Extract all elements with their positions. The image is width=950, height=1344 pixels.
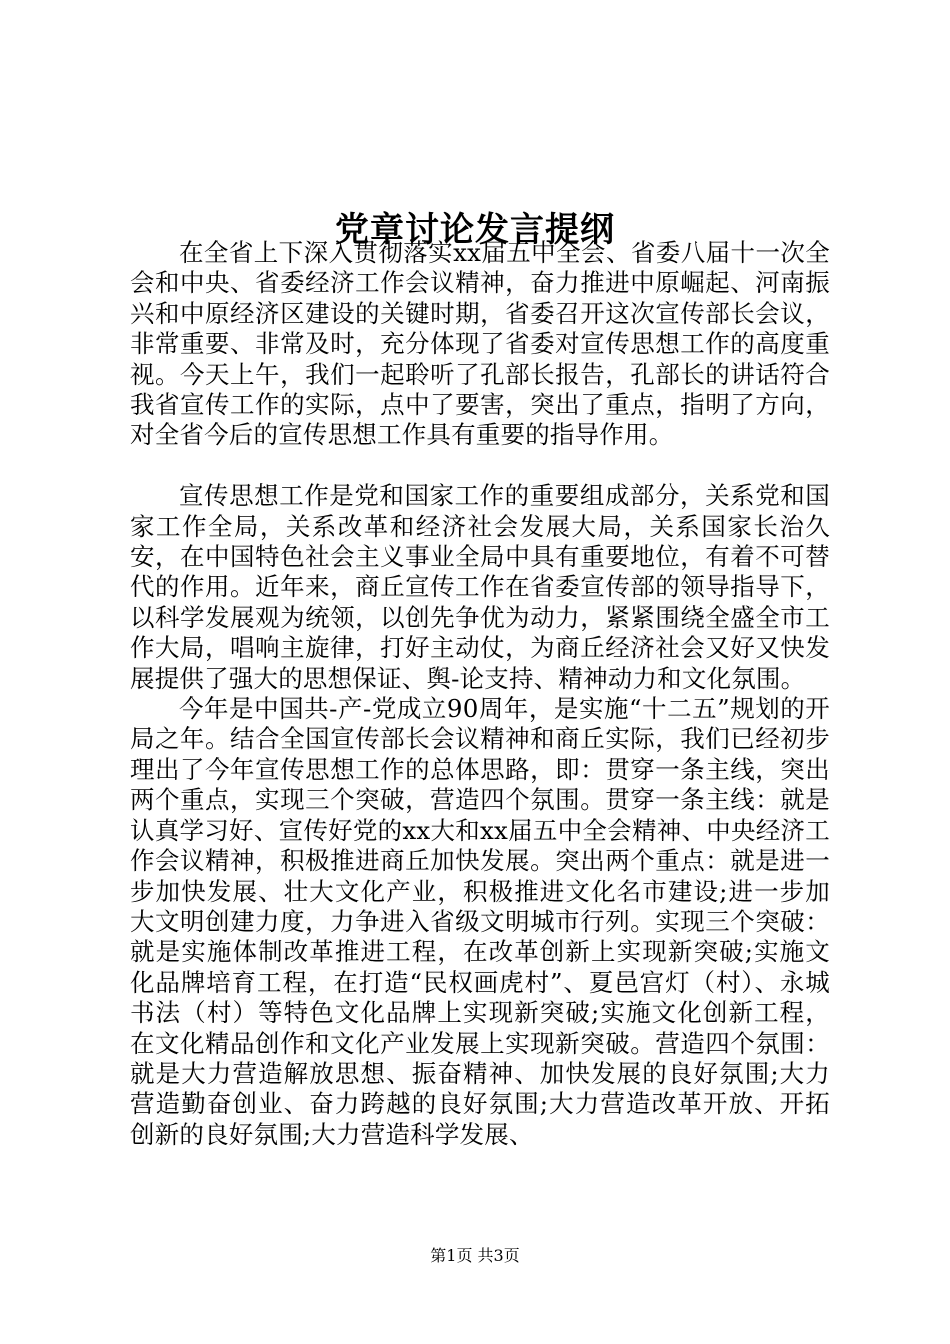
paragraph-2: 宣传思想工作是党和国家工作的重要组成部分，关系党和国家工作全局，关系改革和经济社会发展大局，关系国家长治久安，在中国特色社会主义事业全局中具有重要地位，有着不可替代的作用。近年来，商丘宣传工作在省委宣传部的领导指导下，以科学发展观为统领，以创先争优为动力，紧紧围绕全盛全市工作大局，唱响主旋律，打好主动仗，为商丘经济社会又好又快发展提供了强大的思想保证、舆-论支持、精神动力和文化氛围。 [130,481,830,693]
page-footer: 第1页 共3页 [430,1246,520,1265]
document-body [130,238,830,1150]
paragraph-3: 今年是中国共-产-党成立90周年，是实施“十二五”规划的开局之年。结合全国宣传部长会议精神和商丘实际，我们已经初步理出了今年宣传思想工作的总体思路，即：贯穿一条主线，突出两个重点，实现三个突破，营造四个氛围。贯穿一条主线：就是认真学习好、宣传好党的xx大和xx届五中全会精神、中央经济工作会议精神，积极推进商丘加快发展。突出两个重点：就是进一步加快发展、壮大文化产业，积极推进文化名市建设;进一步加大文明创建力度，力争进入省级文明城市行列。实现三个突破：就是实施体制改革推进工程，在改革创新上实现新突破;实施文化品牌培育工程，在打造“民权画虎村”、夏邑宫灯（村）、永城书法（村）等特色文化品牌上实现新突破;实施文化创新工程，在文化精品创作和文化产业发展上实现新突破。营造四个氛围：就是大力营造解放思想、振奋精神、加快发展的良好氛围;大力营造勤奋创业、奋力跨越的良好氛围;大力营造改革开放、开拓创新的良好氛围;大力营造科学发展、 [130,694,830,1149]
document-title: 党章讨论发言提纲 [335,209,615,250]
paragraph-1: 在全省上下深入贯彻落实xx届五中全会、省委八届十一次全会和中央、省委经济工作会议精神，奋力推进中原崛起、河南振兴和中原经济区建设的关键时期，省委召开这次宣传部长会议，非常重要、非常及时，充分体现了省委对宣传思想工作的高度重视。今天上午，我们一起聆听了孔部长报告，孔部长的讲话符合我省宣传工作的实际，点中了要害，突出了重点，指明了方向，对全省今后的宣传思想工作具有重要的指导作用。 [130,238,830,450]
